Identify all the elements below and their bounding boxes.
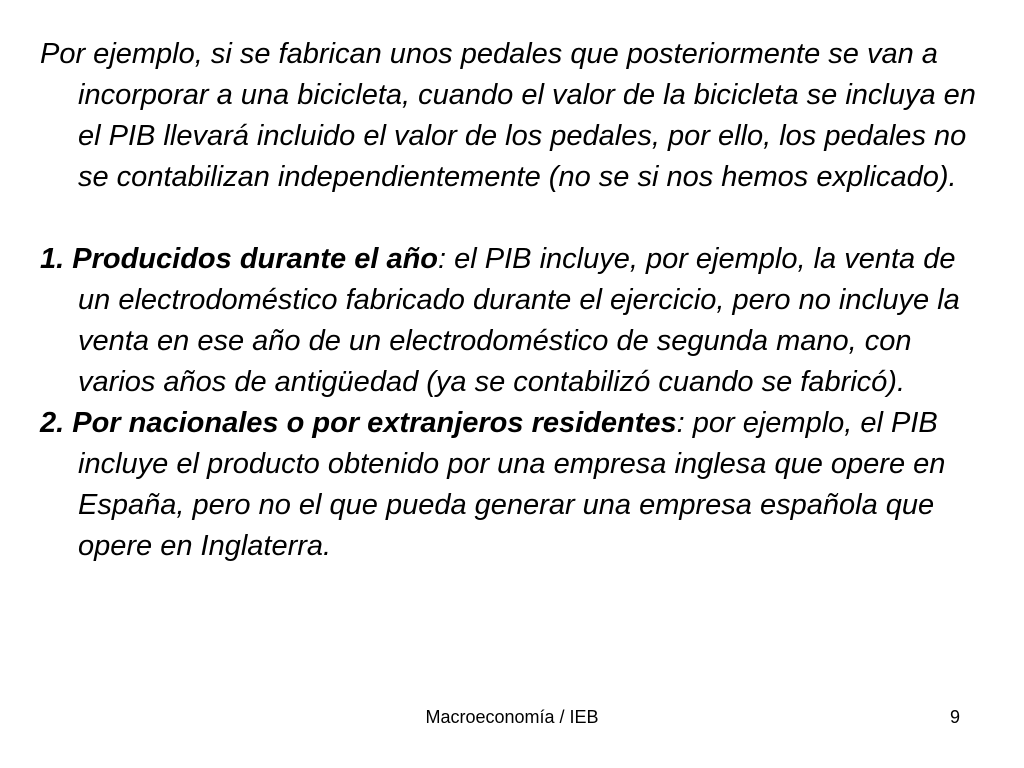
footer-title: Macroeconomía / IEB: [425, 707, 599, 727]
list-item-1-term: Producidos durante el año: [72, 243, 439, 275]
list-item-2-text: : por ejemplo, el PIB incluye el producto obtenido por una empresa inglesa que opere en España, pero no el que pueda generar una empresa española que opere en Inglaterra.: [78, 407, 946, 562]
slide-body: [40, 34, 990, 567]
list-item-1-number: 1.: [40, 243, 65, 275]
paragraph-spacer: [40, 198, 990, 239]
list-item-2: [40, 403, 990, 567]
list-item-1-text: : el PIB incluye, por ejemplo, la venta de un electrodoméstico fabricado durante el ejercicio, pero no incluye la venta en ese año de un electrodoméstico de segunda mano, con varios años de antigüedad (ya se contabilizó cuando se fabricó).: [78, 243, 960, 398]
list-item-2-term: Por nacionales o por extranjeros residentes: [72, 407, 677, 439]
page-number: 9: [950, 707, 961, 727]
list-item-2-number: 2.: [40, 407, 65, 439]
intro-paragraph: Por ejemplo, si se fabrican unos pedales que posteriormente se van a incorporar a una bicicleta, cuando el valor de la bicicleta se incluya en el PIB llevará incluido el valor de los pedales, por ello, los pedales no se contabilizan independientemente (no se si nos hemos explicado).: [40, 38, 976, 193]
list-item-1: [40, 239, 990, 403]
